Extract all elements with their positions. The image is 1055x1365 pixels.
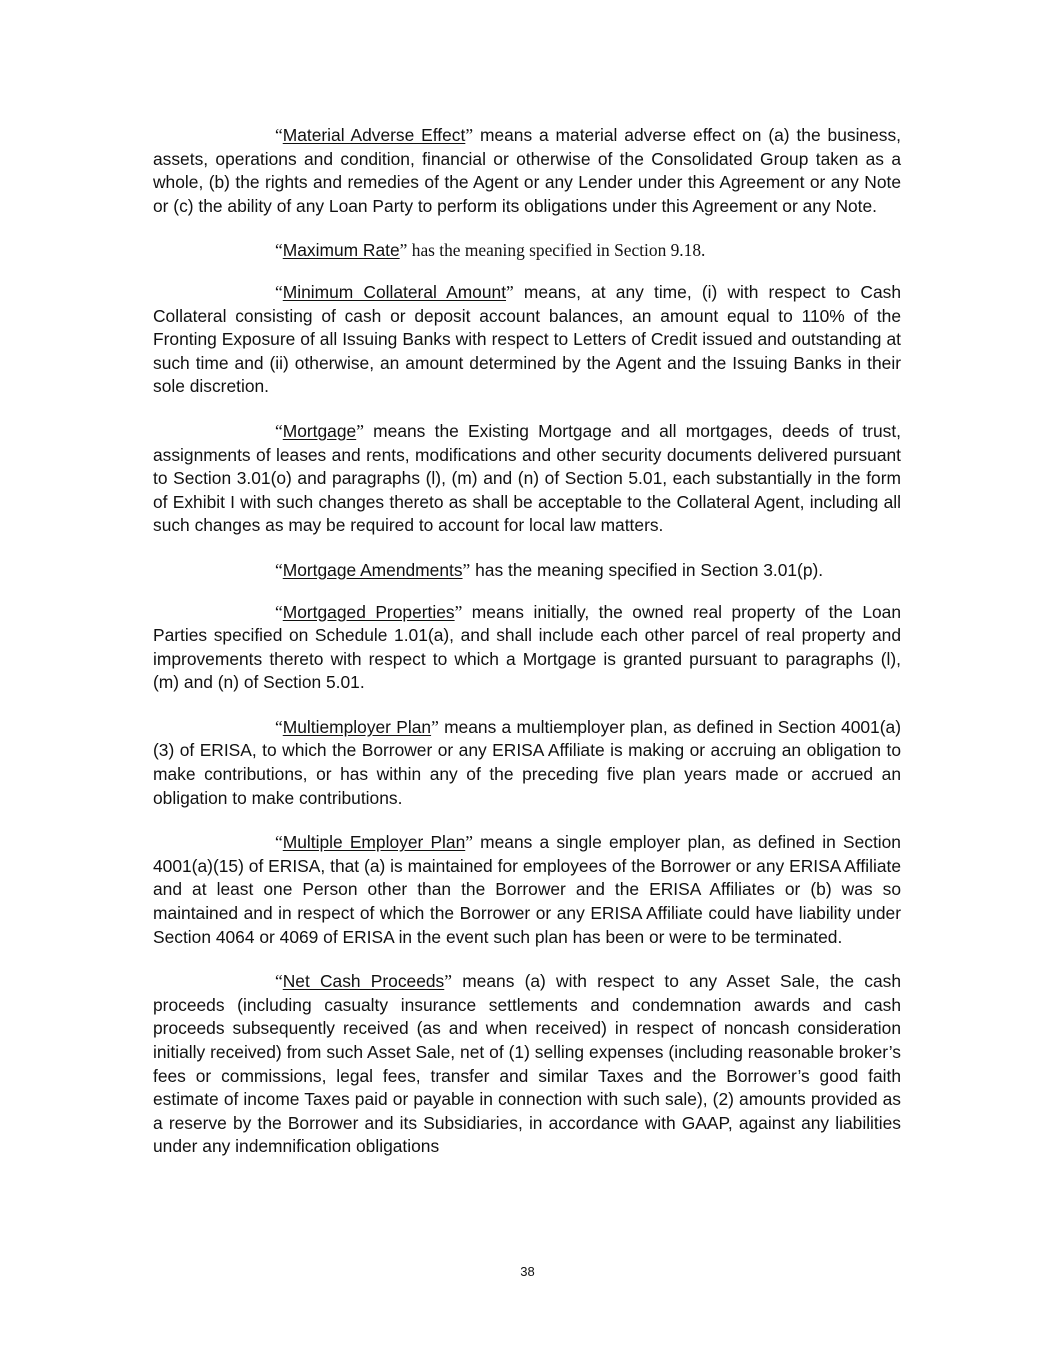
document-body (153, 124, 901, 1180)
definition-mortgage: “Mortgage” means the Existing Mortgage and all mortgages, deeds of trust, assignments of leases and rents, modifications and other security documents delivered pursuant to Section 3.01(o) and paragraphs (l), (m) and (n) of Section 5.01, each substantially in the form of Exhibit I with such changes thereto as shall be acceptable to the Collateral Agent, including all such changes as may be required to account for local law matters. (153, 420, 901, 536)
defined-term: Multiemployer Plan (282, 716, 432, 737)
definition-material-adverse-effect: “Material Adverse Effect” means a material adverse effect on (a) the business, assets, operations and condition, financial or otherwise of the Consolidated Group taken as a whole, (b) the rights and remedies of the Agent or any Lender under this Agreement or any Note or (c) the ability of any Loan Party to perform its obligations under this Agreement or any Note. (153, 125, 901, 216)
definition-text: means the Existing Mortgage and all mortgages, deeds of trust, assignments of leases and rents, modifications and other security documents delivered pursuant to Section 3.01(o) and paragraphs (l), (m) and (n) of Section 5.01, each substantially in the form of Exhibit I with such changes thereto as shall be acceptable to the Collateral Agent, including all such changes as may be required to account for local law matters. (153, 420, 901, 536)
definition-mortgage-amendments: “Mortgage Amendments” has the meaning specified in Section 3.01(p). (275, 559, 824, 580)
defined-term: Mortgage (282, 420, 357, 441)
defined-term: Mortgage Amendments (282, 559, 463, 580)
definition-maximum-rate: “Maximum Rate” has the meaning specified in Section 9.18. (275, 240, 706, 261)
defined-term: Maximum Rate (282, 240, 400, 261)
definition-text: means (a) with respect to any Asset Sale, the cash proceeds (including casualty insurance settlements and condemnation awards and cash proceeds subsequently received (as and when received) in respect of noncash consideration initially received) from such Asset Sale, net of (1) selling expenses (including reasonable broker’s fees or commissions, legal fees, transfer and similar Taxes and the Borrower’s good faith estimate of income Taxes paid or payable in connection with such sale), (2) amounts provided as a reserve by the Borrower and its Subsidiaries, in accordance with GAAP, against any liabilities under any indemnification obligations (153, 971, 901, 1157)
defined-term: Minimum Collateral Amount (282, 281, 507, 302)
defined-term: Mortgaged Properties (282, 601, 455, 622)
defined-term: Net Cash Proceeds (282, 971, 445, 992)
definition-text: has the meaning specified in Section 9.18. (407, 240, 706, 261)
page-number: 38 (520, 1264, 535, 1279)
definition-text: means, at any time, (i) with respect to Cash Collateral consisting of cash or deposit account balances, an amount equal to 110% of the Fronting Exposure of all Issuing Banks with respect to Letters of Credit issued and outstanding at such time and (ii) otherwise, an amount determined by the Agent and the Issuing Banks in their sole discretion. (153, 281, 901, 397)
definition-text: means a multiemployer plan, as defined in Section 4001(a)(3) of ERISA, to which the Borrower or any ERISA Affiliate is making or accruing an obligation to make contributions, or has within any of the preceding five plan years made or accrued an obligation to make contributions. (153, 716, 901, 808)
definition-net-cash-proceeds: “Net Cash Proceeds” means (a) with respect to any Asset Sale, the cash proceeds (including casualty insurance settlements and condemnation awards and cash proceeds subsequently received (as and when received) in respect of noncash consideration initially received) from such Asset Sale, net of (1) selling expenses (including reasonable broker’s fees or commissions, legal fees, transfer and similar Taxes and the Borrower’s good faith estimate of income Taxes paid or payable in connection with such sale), (2) amounts provided as a reserve by the Borrower and its Subsidiaries, in accordance with GAAP, against any liabilities under any indemnification obligations (153, 971, 901, 1157)
definition-mortgaged-properties: “Mortgaged Properties” means initially, the owned real property of the Loan Parties specified on Schedule 1.01(a), and shall include each other parcel of real property and improvements thereto with respect to which a Mortgage is granted pursuant to paragraphs (l), (m) and (n) of Section 5.01. (153, 601, 902, 693)
definition-text: means a single employer plan, as defined in Section 4001(a)(15) of ERISA, that (a) is maintained for employees of the Borrower or any ERISA Affiliate and at least one Person other than the Borrower and the ERISA Affiliates or (b) was so maintained and in respect of which the Borrower or any ERISA Affiliate could have liability under Section 4064 or 4069 of ERISA in the event such plan has been or were to be terminated. (153, 832, 901, 947)
definition-minimum-collateral-amount: “Minimum Collateral Amount” means, at any time, (i) with respect to Cash Collateral consisting of cash or deposit account balances, an amount equal to 110% of the Fronting Exposure of all Issuing Banks with respect to Letters of Credit issued and outstanding at such time and (ii) otherwise, an amount determined by the Agent and the Issuing Banks in their sole discretion. (153, 281, 901, 397)
definition-multiple-employer-plan: “Multiple Employer Plan” means a single employer plan, as defined in Section 4001(a)(15) of ERISA, that (a) is maintained for employees of the Borrower or any ERISA Affiliate and at least one Person other than the Borrower and the ERISA Affiliates or (b) was so maintained and in respect of which the Borrower or any ERISA Affiliate could have liability under Section 4064 or 4069 of ERISA in the event such plan has been or were to be terminated. (153, 832, 901, 947)
definition-text: has the meaning specified in Section 3.01(p). (470, 559, 824, 580)
definition-text: means a material adverse effect on (a) the business, assets, operations and condition, financial or otherwise of the Consolidated Group taken as a whole, (b) the rights and remedies of the Agent or any Lender under this Agreement or any Note or (c) the ability of any Loan Party to perform its obligations under this Agreement or any Note. (153, 125, 901, 216)
definition-multiemployer-plan: “Multiemployer Plan” means a multiemployer plan, as defined in Section 4001(a)(3) of ERISA, to which the Borrower or any ERISA Affiliate is making or accruing an obligation to make contributions, or has within any of the preceding five plan years made or accrued an obligation to make contributions. (153, 716, 901, 808)
definition-text: means initially, the owned real property of the Loan Parties specified on Schedule 1.01(a), and shall include each other parcel of real property and improvements thereto with respect to which a Mortgage is granted pursuant to paragraphs (l), (m) and (n) of Section 5.01. (153, 601, 902, 693)
defined-term: Multiple Employer Plan (282, 832, 466, 853)
defined-term: Material Adverse Effect (282, 125, 466, 145)
